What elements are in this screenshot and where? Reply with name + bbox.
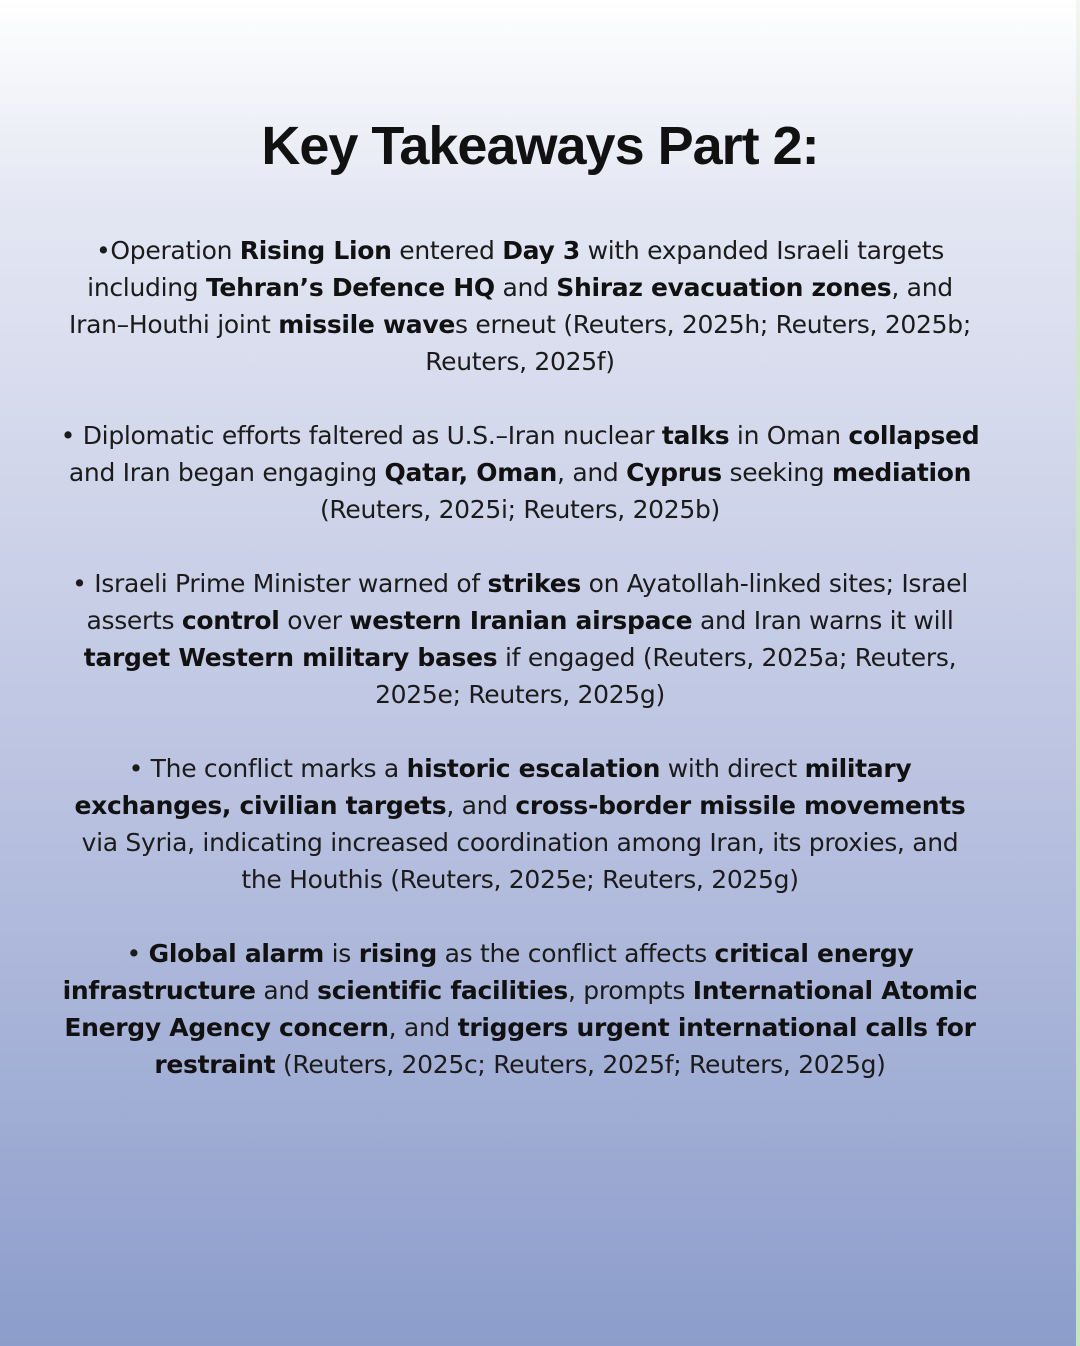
bold-text-segment: collapsed [848, 421, 980, 450]
text-segment: with direct [660, 754, 805, 783]
takeaway-bullet [60, 417, 980, 528]
text-segment: is [324, 939, 359, 968]
text-segment: with expanded Israeli targets including [87, 236, 945, 302]
takeaways-list [60, 232, 980, 1120]
text-segment: , and [446, 791, 516, 820]
bold-text-segment: missile wave [278, 310, 456, 339]
text-segment: • [126, 939, 149, 968]
text-segment: and [494, 273, 557, 302]
bold-text-segment: strikes [487, 569, 581, 598]
bold-text-segment: Qatar, Oman [384, 458, 558, 487]
bold-text-segment: scientific facilities [317, 976, 568, 1005]
text-segment: if engaged (Reuters, 2025a; Reuters, 2025e; Reuters, 2025g) [375, 643, 957, 709]
bold-text-segment: critical energy infrastructure [62, 939, 914, 1005]
text-segment: • Israeli Prime Minister warned of [72, 569, 488, 598]
text-segment: , prompts [567, 976, 693, 1005]
bold-text-segment: control [181, 606, 280, 635]
bold-text-segment: mediation [831, 458, 972, 487]
text-segment: (Reuters, 2025i; Reuters, 2025b) [319, 495, 721, 524]
right-edge-strip [1076, 0, 1080, 1346]
text-segment: •Operation [95, 236, 240, 265]
bold-text-segment: International Atomic Energy Agency concern [64, 976, 978, 1042]
text-segment: and Iran warns it will [692, 606, 954, 635]
text-segment: • The conflict marks a [128, 754, 407, 783]
text-segment: s erneut (Reuters, 2025h; Reuters, 2025b; Reuters, 2025f) [425, 310, 971, 376]
bold-text-segment: talks [661, 421, 730, 450]
takeaway-bullet [60, 565, 980, 713]
text-segment: and [255, 976, 318, 1005]
text-segment: , and Iran–Houthi joint [69, 273, 953, 339]
takeaway-bullet [60, 232, 980, 380]
bold-text-segment: Shiraz evacuation zones [556, 273, 892, 302]
bold-text-segment: western Iranian airspace [349, 606, 693, 635]
bold-text-segment: Tehran’s Defence HQ [205, 273, 495, 302]
text-segment: via Syria, indicating increased coordination among Iran, its proxies, and the Houthis (Reuters, 2025e; Reuters, 2025g) [81, 828, 959, 894]
text-segment: , and [388, 1013, 458, 1042]
bold-text-segment: Cyprus [626, 458, 722, 487]
text-segment: seeking [721, 458, 832, 487]
bold-text-segment: military exchanges, civilian targets [74, 754, 912, 820]
bold-text-segment: rising [358, 939, 437, 968]
text-segment: • Diplomatic efforts faltered as U.S.–Iran nuclear [60, 421, 662, 450]
text-segment: over [279, 606, 350, 635]
bold-text-segment: triggers urgent international calls for restraint [154, 1013, 976, 1079]
takeaway-bullet [60, 750, 980, 898]
bold-text-segment: target Western military bases [83, 643, 498, 672]
text-segment: (Reuters, 2025c; Reuters, 2025f; Reuters, 2025g) [275, 1050, 886, 1079]
bold-text-segment: historic escalation [406, 754, 661, 783]
takeaway-bullet [60, 935, 980, 1083]
page-title: Key Takeaways Part 2: [261, 116, 819, 176]
bold-text-segment: Global alarm [148, 939, 325, 968]
text-segment: as the conflict affects [436, 939, 715, 968]
bold-text-segment: Rising Lion [239, 236, 392, 265]
bold-text-segment: Day 3 [502, 236, 580, 265]
text-segment: and Iran began engaging [68, 458, 385, 487]
text-segment: in Oman [729, 421, 849, 450]
bold-text-segment: cross-border missile movements [515, 791, 966, 820]
text-segment: , and [557, 458, 627, 487]
text-segment: on Ayatollah-linked sites; Israel asserts [86, 569, 968, 635]
text-segment: entered [391, 236, 503, 265]
